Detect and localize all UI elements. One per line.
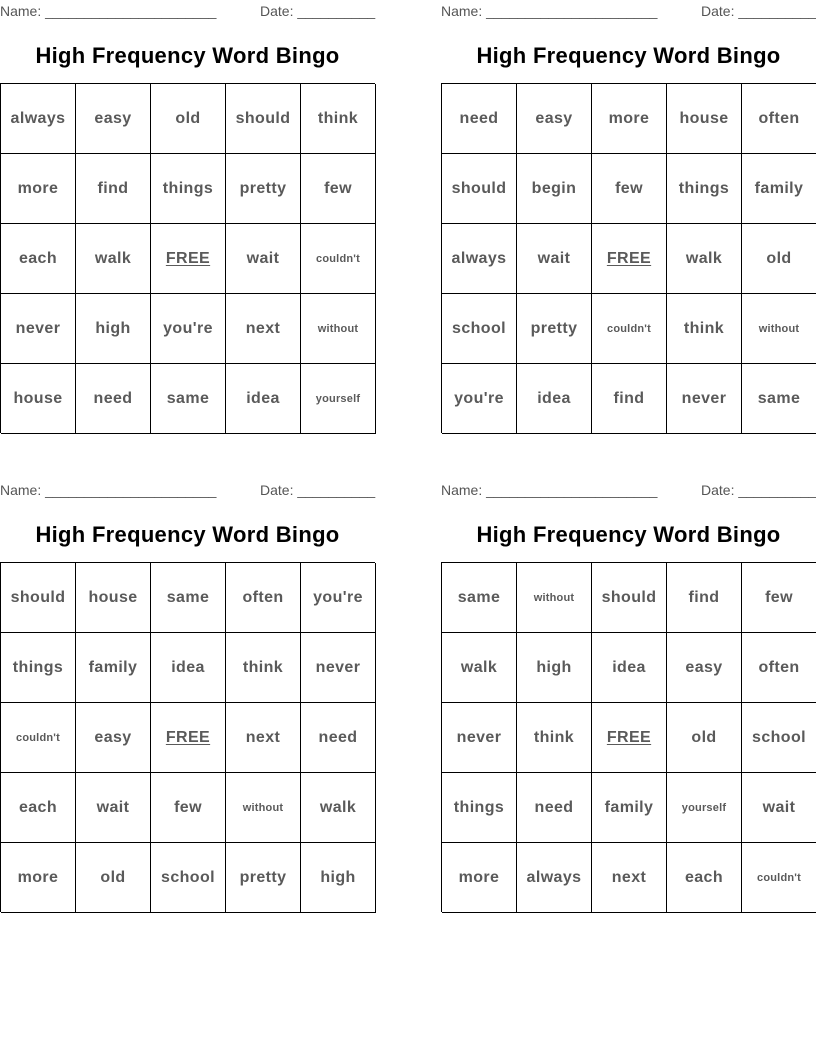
- bingo-card: [441, 479, 816, 911]
- bingo-cell: never: [1, 294, 76, 364]
- bingo-cell: things: [667, 154, 742, 224]
- bingo-cell: high: [517, 633, 592, 703]
- bingo-cell: few: [742, 563, 816, 633]
- bingo-cell: few: [151, 773, 226, 843]
- bingo-cell: next: [226, 294, 301, 364]
- bingo-cell: easy: [667, 633, 742, 703]
- bingo-cell: same: [742, 364, 816, 434]
- bingo-cell: walk: [76, 224, 151, 294]
- bingo-cell: school: [742, 703, 816, 773]
- bingo-cell: easy: [517, 84, 592, 154]
- name-field-label: Name: ______________________: [0, 482, 217, 498]
- bingo-cell: couldn't: [301, 224, 376, 294]
- bingo-cell: idea: [592, 633, 667, 703]
- bingo-cell: never: [301, 633, 376, 703]
- bingo-cell: find: [76, 154, 151, 224]
- bingo-cell: next: [226, 703, 301, 773]
- free-space-cell: FREE: [151, 703, 226, 773]
- bingo-cell: without: [226, 773, 301, 843]
- bingo-cell: more: [1, 154, 76, 224]
- bingo-cell: should: [592, 563, 667, 633]
- bingo-cell: pretty: [517, 294, 592, 364]
- bingo-cell: should: [1, 563, 76, 633]
- bingo-cell: more: [1, 843, 76, 913]
- bingo-cell: walk: [667, 224, 742, 294]
- bingo-grid: [441, 83, 816, 433]
- name-field-label: Name: ______________________: [441, 482, 658, 498]
- bingo-cell: need: [301, 703, 376, 773]
- bingo-cell: without: [742, 294, 816, 364]
- bingo-cell: next: [592, 843, 667, 913]
- bingo-cell: think: [301, 84, 376, 154]
- bingo-cell: house: [667, 84, 742, 154]
- bingo-cell: each: [1, 773, 76, 843]
- bingo-cell: high: [76, 294, 151, 364]
- bingo-cell: need: [442, 84, 517, 154]
- free-space-cell: FREE: [151, 224, 226, 294]
- bingo-grid: [0, 83, 375, 433]
- free-space-cell: FREE: [592, 224, 667, 294]
- bingo-card: [441, 0, 816, 432]
- free-space-cell: FREE: [592, 703, 667, 773]
- bingo-cell: things: [151, 154, 226, 224]
- bingo-cell: without: [301, 294, 376, 364]
- bingo-cell: never: [667, 364, 742, 434]
- bingo-grid: [441, 562, 816, 912]
- bingo-cell: you're: [301, 563, 376, 633]
- card-title: High Frequency Word Bingo: [476, 43, 781, 68]
- bingo-cell: few: [592, 154, 667, 224]
- card-title: High Frequency Word Bingo: [35, 522, 340, 547]
- bingo-cell: walk: [301, 773, 376, 843]
- bingo-cell: more: [592, 84, 667, 154]
- date-field-label: Date: __________: [260, 3, 376, 19]
- bingo-cell: always: [517, 843, 592, 913]
- bingo-cell: more: [442, 843, 517, 913]
- bingo-cell: always: [442, 224, 517, 294]
- bingo-cell: old: [667, 703, 742, 773]
- bingo-cell: often: [742, 633, 816, 703]
- bingo-card: [0, 479, 375, 911]
- bingo-cell: couldn't: [1, 703, 76, 773]
- name-field-label: Name: ______________________: [0, 3, 217, 19]
- bingo-cell: often: [226, 563, 301, 633]
- bingo-cell: few: [301, 154, 376, 224]
- bingo-cell: family: [742, 154, 816, 224]
- bingo-cell: idea: [517, 364, 592, 434]
- bingo-cell: school: [442, 294, 517, 364]
- bingo-cell: old: [742, 224, 816, 294]
- bingo-cell: old: [76, 843, 151, 913]
- bingo-cell: couldn't: [742, 843, 816, 913]
- card-title: High Frequency Word Bingo: [476, 522, 781, 547]
- card-title: High Frequency Word Bingo: [35, 43, 340, 68]
- bingo-cell: think: [517, 703, 592, 773]
- bingo-cell: yourself: [667, 773, 742, 843]
- bingo-cell: yourself: [301, 364, 376, 434]
- bingo-cell: family: [76, 633, 151, 703]
- bingo-cell: should: [442, 154, 517, 224]
- bingo-cell: couldn't: [592, 294, 667, 364]
- bingo-cell: same: [442, 563, 517, 633]
- bingo-cell: find: [667, 563, 742, 633]
- bingo-cell: idea: [226, 364, 301, 434]
- bingo-cell: same: [151, 563, 226, 633]
- bingo-grid: [0, 562, 375, 912]
- bingo-cell: wait: [517, 224, 592, 294]
- bingo-cell: always: [1, 84, 76, 154]
- bingo-cell: wait: [76, 773, 151, 843]
- bingo-cell: you're: [442, 364, 517, 434]
- bingo-cell: wait: [226, 224, 301, 294]
- bingo-cell: each: [667, 843, 742, 913]
- bingo-cell: easy: [76, 703, 151, 773]
- bingo-cell: think: [667, 294, 742, 364]
- bingo-cell: high: [301, 843, 376, 913]
- bingo-cell: often: [742, 84, 816, 154]
- bingo-cell: each: [1, 224, 76, 294]
- bingo-cell: pretty: [226, 154, 301, 224]
- bingo-cell: idea: [151, 633, 226, 703]
- bingo-cell: think: [226, 633, 301, 703]
- bingo-cell: same: [151, 364, 226, 434]
- bingo-cell: school: [151, 843, 226, 913]
- bingo-cell: house: [1, 364, 76, 434]
- bingo-cell: never: [442, 703, 517, 773]
- bingo-cell: walk: [442, 633, 517, 703]
- bingo-cell: pretty: [226, 843, 301, 913]
- name-field-label: Name: ______________________: [441, 3, 658, 19]
- bingo-cell: should: [226, 84, 301, 154]
- bingo-cell: find: [592, 364, 667, 434]
- date-field-label: Date: __________: [701, 3, 816, 19]
- bingo-cell: need: [517, 773, 592, 843]
- bingo-cell: without: [517, 563, 592, 633]
- bingo-cell: things: [442, 773, 517, 843]
- bingo-cell: things: [1, 633, 76, 703]
- bingo-cell: house: [76, 563, 151, 633]
- bingo-cell: family: [592, 773, 667, 843]
- bingo-cell: easy: [76, 84, 151, 154]
- bingo-cell: old: [151, 84, 226, 154]
- bingo-card: [0, 0, 375, 432]
- bingo-cell: begin: [517, 154, 592, 224]
- date-field-label: Date: __________: [260, 482, 376, 498]
- date-field-label: Date: __________: [701, 482, 816, 498]
- bingo-cell: wait: [742, 773, 816, 843]
- bingo-cell: you're: [151, 294, 226, 364]
- bingo-cell: need: [76, 364, 151, 434]
